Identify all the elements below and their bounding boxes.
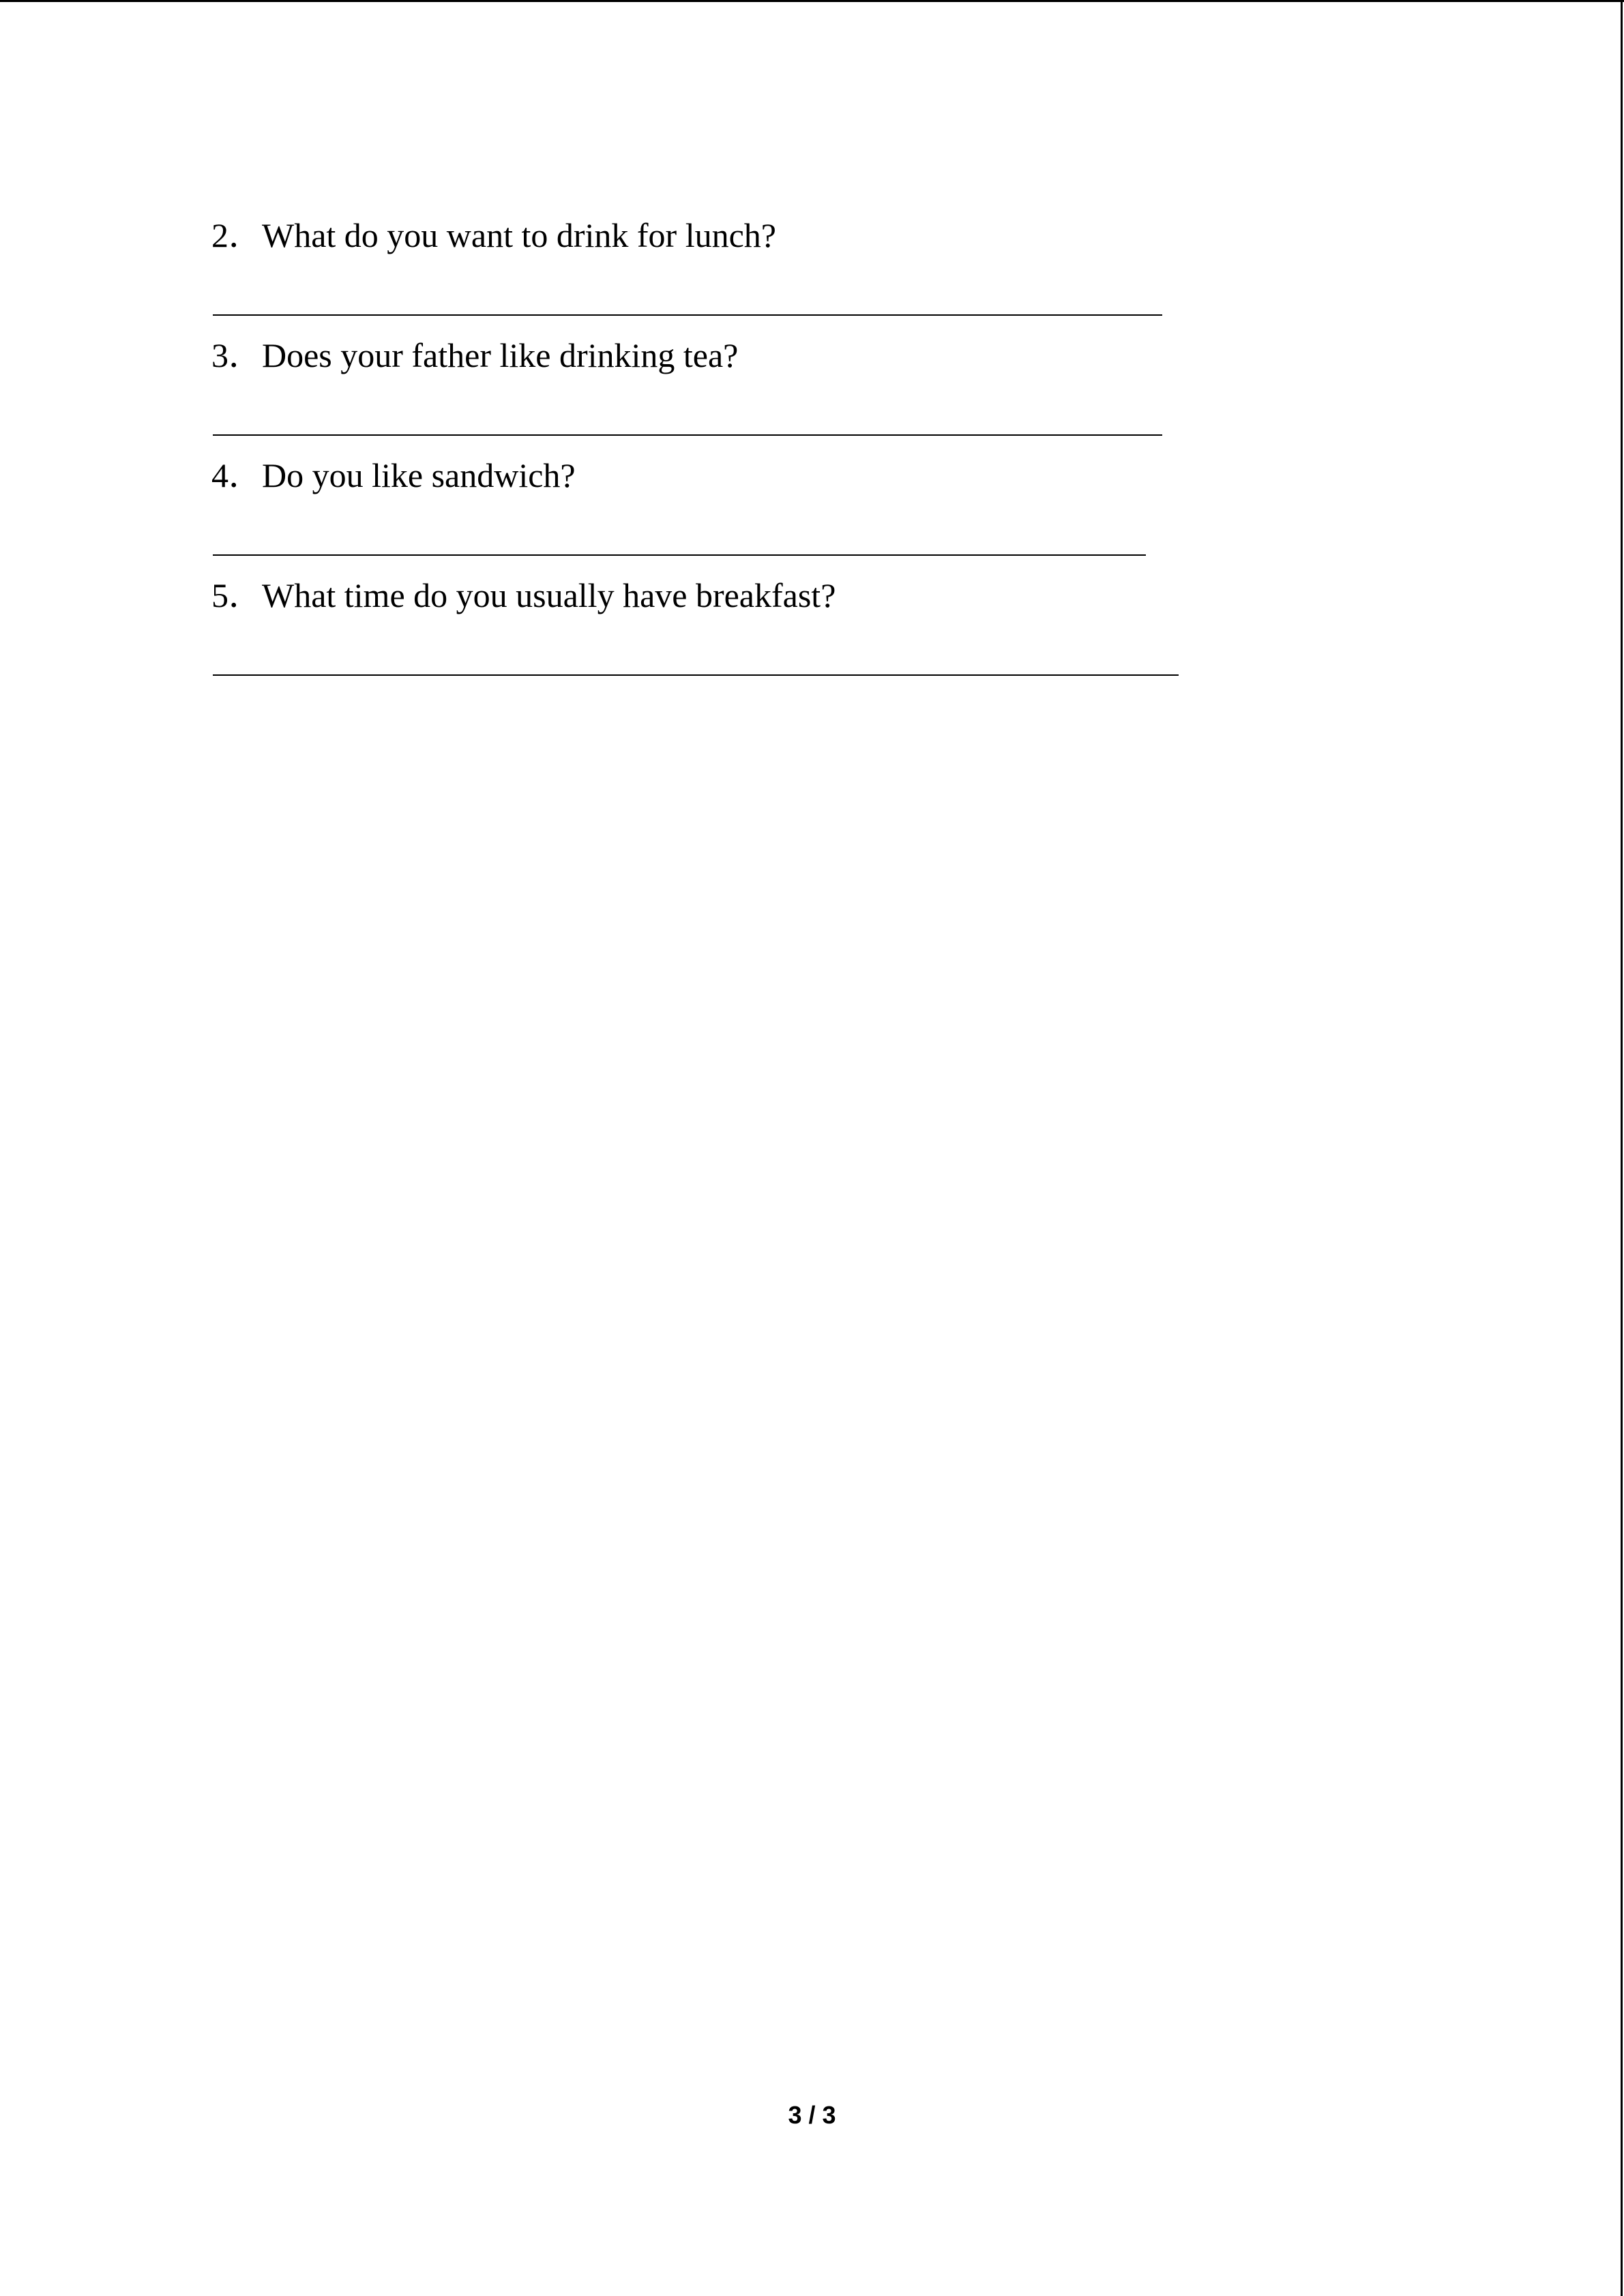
question-4 <box>211 455 576 496</box>
question-text: What do you want to drink for lunch? <box>262 216 776 254</box>
question-text: Do you like sandwich? <box>262 456 576 494</box>
page-border-right <box>1621 0 1623 2296</box>
answer-line-5[interactable] <box>213 674 1179 676</box>
answer-line-4[interactable] <box>213 554 1146 556</box>
question-text: What time do you usually have breakfast? <box>262 576 836 614</box>
answer-line-3[interactable] <box>213 434 1162 436</box>
question-text: Does your father like drinking tea? <box>262 336 739 374</box>
answer-line-2[interactable] <box>213 314 1162 316</box>
question-3 <box>211 335 738 376</box>
question-number: 4． <box>211 456 263 494</box>
question-number: 2． <box>211 216 263 254</box>
question-5 <box>211 575 836 616</box>
page-border-top <box>0 0 1624 2</box>
page-number: 3 / 3 <box>788 2101 836 2129</box>
question-2 <box>211 215 776 256</box>
question-number: 3． <box>211 336 263 374</box>
question-number: 5． <box>211 576 263 614</box>
